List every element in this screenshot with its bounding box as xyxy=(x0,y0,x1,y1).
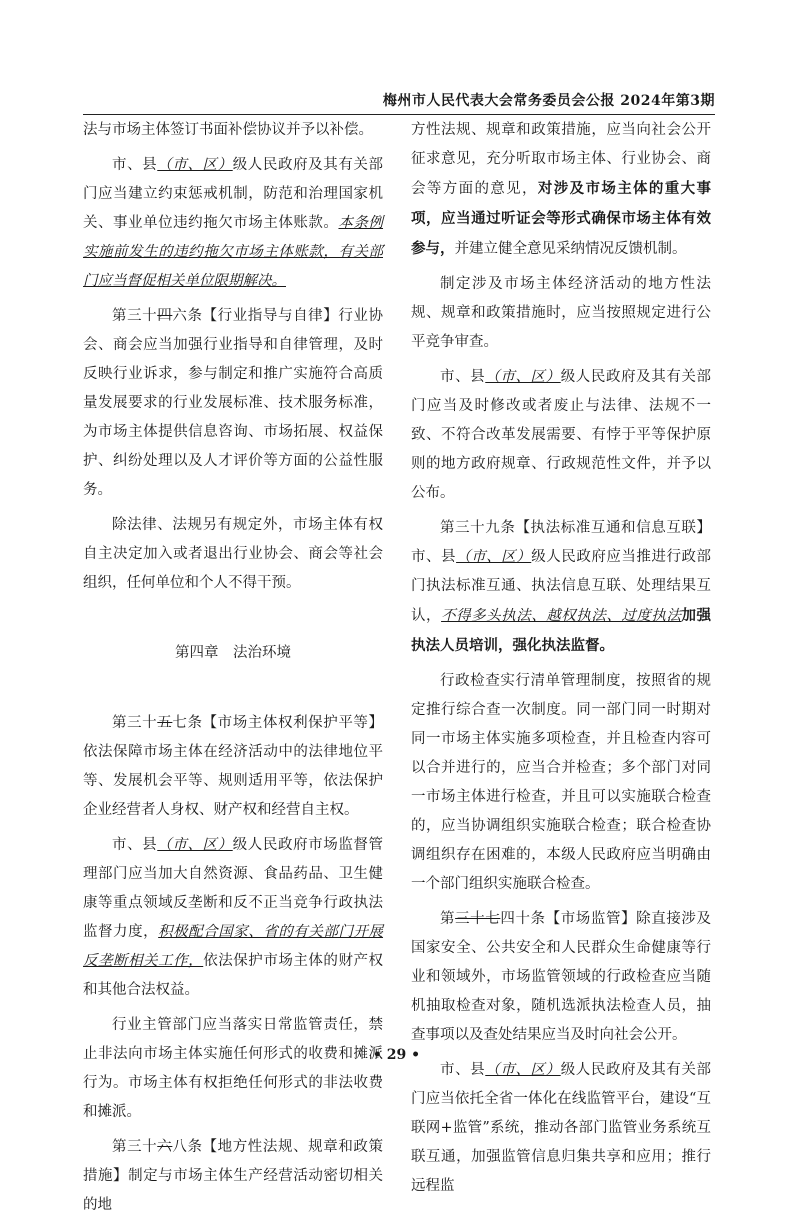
paragraph: 市、县（市、区）级人民政府及其有关部门应当建立约束惩戒机制，防范和治理国家机关、事业单位违约拖欠市场主体账款。本条例实施前发生的违约拖欠市场主体账款，有关部门应当督促相关单位限期解决。 xyxy=(83,157,384,289)
paragraph: 行政检查实行清单管理制度，按照省的规定推行综合查一次制度。同一部门同一时期对同一市场主体实施多项检查，并且检查内容可以合并进行的，应当合并检查；多个部门对同一市场主体进行检查，并且可以实施联合检查的，应当协调组织实施联合检查；联合检查协调组织存在困难的，本级人民政府应当明确由一个部门组织实施联合检查。 xyxy=(411,673,711,892)
article-36: 第三十四六条【行业指导与自律】行业协会、商会应当加强行业指导和自律管理，及时反映行业诉求，参与制定和推广实施符合高质量发展要求的行业发展标准、技术服务标准，为市场主体提供信息咨询、市场拓展、权益保护、纠纷处理以及人才评价等方面的公益性服务。 xyxy=(83,308,384,498)
inserted-text: 积极配合国家、省的有关部门开展反垄断相关工作， xyxy=(83,924,384,969)
bold-inserted-text: 加强执法人员培训，强化执法监督。 xyxy=(411,607,712,654)
paragraph: 市、县（市、区）级人民政府及其有关部门应当及时修改或者废止与法律、法规不一致、不符合改革发展需要、有悖于平等保护原则的地方政府规章、行政规范性文件，并予以公布。 xyxy=(411,369,712,501)
inserted-text: （市、区） xyxy=(485,1062,561,1078)
article-38: 第三十六八条【地方性法规、规章和政策措施】制定与市场主体生产经营活动密切相关的地 xyxy=(83,1139,384,1213)
deleted-text: 四 xyxy=(157,308,173,324)
paragraph: 方性法规、规章和政策措施，应当向社会公开征求意见，充分听取市场主体、行业协会、商会等方面的意见，对涉及市场主体的重大事项，应当通过听证会等形式确保市场主体有效参与，并建立健全意见采纳情况反馈机制。 xyxy=(411,122,712,257)
header-rule xyxy=(83,114,715,115)
article-37: 第三十五七条【市场主体权利保护平等】依法保障市场主体在经济活动中的法律地位平等、发展机会平等、规则适用平等，依法保护企业经营者人身权、财产权和经营自主权。 xyxy=(83,715,384,818)
inserted-text: （市、区） xyxy=(157,157,233,173)
bold-inserted-text: 对涉及市场主体的重大事项，应当通过听证会等形式确保市场主体有效参与， xyxy=(411,180,712,257)
article-40: 第三十七四十条【市场监管】除直接涉及国家安全、公共安全和人民群众生命健康等行业和领域外，市场监管领域的行政检查应当随机抽取检查对象，随机选派执法检查人员，抽查事项以及查处结果应当及时向社会公开。 xyxy=(411,911,712,1043)
paragraph: 法与市场主体签订书面补偿协议并予以补偿。 xyxy=(83,122,373,138)
deleted-text: 三十七 xyxy=(455,911,501,927)
inserted-text: 不得多头执法、越权执法、过度执法 xyxy=(441,608,682,624)
paragraph: 行业主管部门应当落实日常监管责任，禁止非法向市场主体实施任何形式的收费和摊派行为。市场主体有权拒绝任何形式的非法收费和摊派。 xyxy=(83,1017,383,1120)
inserted-text: 本条例实施前发生的违约拖欠市场主体账款，有关部门应当督促相关单位限期解决。 xyxy=(83,215,384,289)
bulletin-header: 梅州市人民代表大会常务委员会公报 2024年第3期 xyxy=(382,93,715,109)
article-39: 第三十九条【执法标准互通和信息互联】市、县（市、区）级人民政府应当推进行政部门执法标准互通、执法信息互联、处理结果互认，不得多头执法、越权执法、过度执法加强执法人员培训，强化执法监督。 xyxy=(411,520,712,654)
chapter-heading: 第四章 法治环境 xyxy=(175,645,291,661)
paragraph: 制定涉及市场主体经济活动的地方性法规、规章和政策措施时，应当按照规定进行公平竞争审查。 xyxy=(411,276,711,350)
inserted-text: （市、区） xyxy=(485,369,561,385)
right-column xyxy=(411,116,711,1207)
deleted-text: 五 xyxy=(157,715,173,731)
inserted-text: （市、区） xyxy=(157,837,233,853)
paragraph: 除法律、法规另有规定外，市场主体有权自主决定加入或者退出行业协会、商会等社会组织，任何单位和个人不得干预。 xyxy=(83,517,383,591)
inserted-text: （市、区） xyxy=(456,549,532,565)
page-number: • 29 • xyxy=(372,1047,421,1063)
paragraph: 市、县（市、区）级人民政府及其有关部门应当依托全省一体化在线监管平台，建设“互联网+监管”系统，推动各部门监管业务系统互联互通，加强监管信息归集共享和应用；推行远程监 xyxy=(411,1062,712,1194)
deleted-text: 六 xyxy=(157,1139,173,1155)
paragraph: 市、县（市、区）级人民政府市场监督管理部门应当加大自然资源、食品药品、卫生健康等重点领域反垄断和反不正当竞争行政执法监督力度，积极配合国家、省的有关部门开展反垄断相关工作，依法保护市场主体的财产权和其他合法权益。 xyxy=(83,837,384,998)
